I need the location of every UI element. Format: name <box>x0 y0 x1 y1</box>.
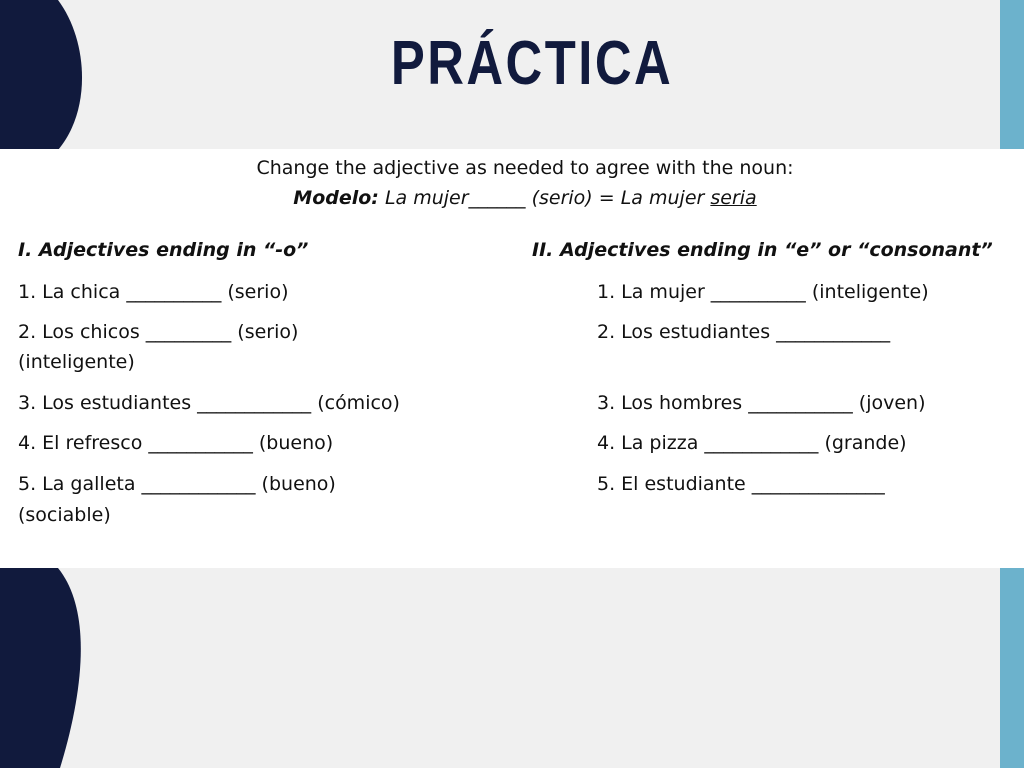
worksheet-panel <box>0 149 1024 568</box>
section1-item-4: 4. El refresco ___________ (bueno) <box>18 432 334 454</box>
slide-title: PRÁCTICA <box>390 29 674 98</box>
modelo-prompt: La mujer______ (serio) = La mujer <box>384 187 705 209</box>
section2-item-1: 1. La mujer __________ (inteligente) <box>597 281 929 303</box>
section1-item-2-continued: (inteligente) <box>18 351 135 373</box>
section1-header: I. Adjectives ending in “-o” <box>18 239 309 261</box>
section1-item-3: 3. Los estudiantes ____________ (cómico) <box>18 392 400 414</box>
section2-item-5: 5. El estudiante ______________ <box>597 473 885 495</box>
section2-item-3: 3. Los hombres ___________ (joven) <box>597 392 926 414</box>
modelo-answer: seria <box>710 187 757 209</box>
section2-header: II. Adjectives ending in “e” or “consonant” <box>532 239 993 261</box>
section1-item-2: 2. Los chicos _________ (serio) <box>18 321 299 343</box>
instruction-text: Change the adjective as needed to agree with the noun: <box>256 157 794 179</box>
modelo-line <box>0 187 1024 209</box>
section2-item-4: 4. La pizza ____________ (grande) <box>597 432 907 454</box>
section1-item-5-continued: (sociable) <box>18 504 111 526</box>
modelo-label: Modelo: <box>293 187 379 209</box>
section2-item-2: 2. Los estudiantes ____________ <box>597 321 891 343</box>
section1-item-1: 1. La chica __________ (serio) <box>18 281 289 303</box>
section1-item-5: 5. La galleta ____________ (bueno) <box>18 473 336 495</box>
